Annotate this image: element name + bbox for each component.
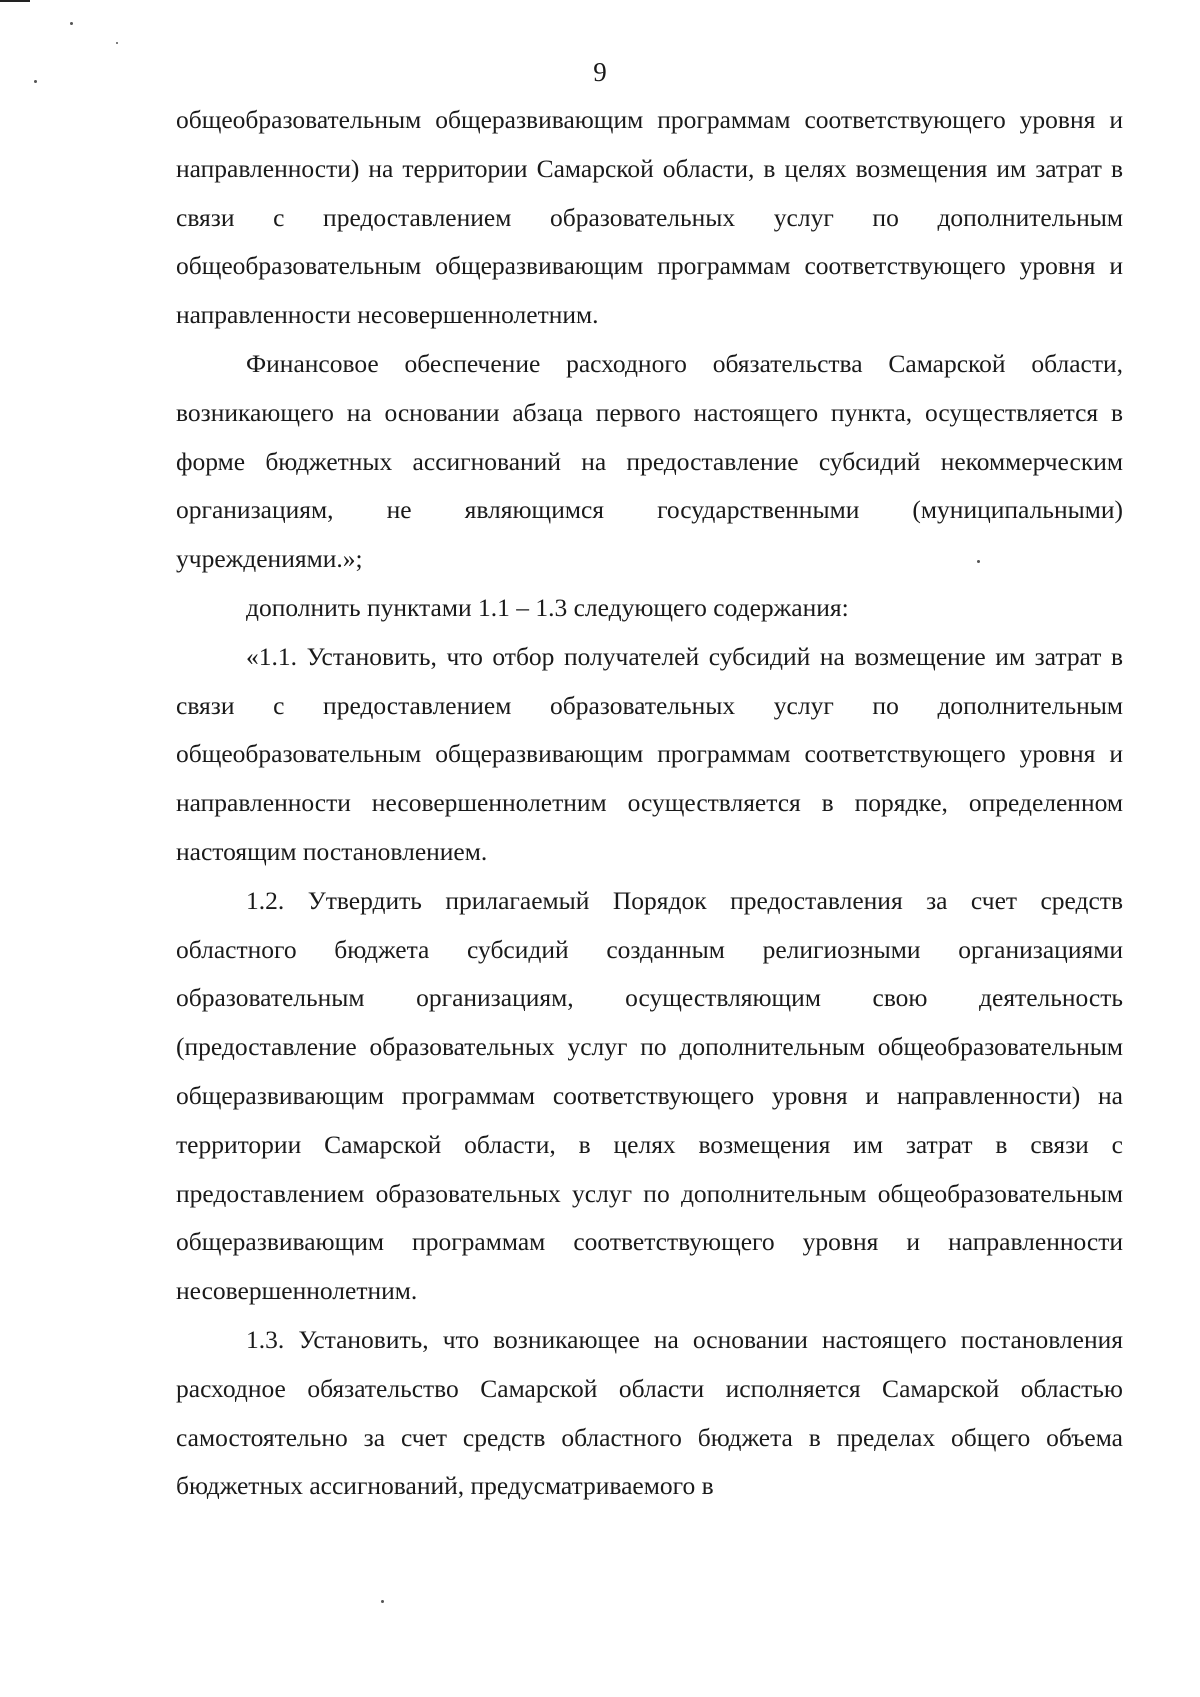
scan-speck: [116, 42, 118, 44]
paragraph-item-1-2: 1.2. Утвердить прилагаемый Порядок предоставления за счет средств областного бюджета субсидий созданным религиозными организациями образовательным организациям, осуществляющим свою деятельность (предоставление образовательных услуг по дополнительным общеобразовательным общеразвивающим программам соответствующего уровня и направленности) на территории Самарской области, в целях возмещения им затрат в связи с предоставлением образовательных услуг по дополнительным общеобразовательным общеразвивающим программам соответствующего уровня и направленности несовершеннолетним.: [176, 885, 1123, 1306]
paragraph-item-1-3: 1.3. Установить, что возникающее на основании настоящего постановления расходное обязательство Самарской области исполняется Самарской областью самостоятельно за счет средств областного бюджета в пределах общего объема бюджетных ассигнований, предусматриваемого в: [176, 1324, 1123, 1501]
paragraph-item-1-1: «1.1. Установить, что отбор получателей субсидий на возмещение им затрат в связи с предоставлением образовательных услуг по дополнительным общеобразовательным общеразвивающим программам соответствующего уровня и направленности несовершеннолетним осуществляется в порядке, определенном настоящим постановлением.: [176, 641, 1123, 866]
scan-speck: [381, 1600, 384, 1603]
scan-corner-mark: [0, 0, 30, 2]
paragraph-amendment-intro: дополнить пунктами 1.1 – 1.3 следующего содержания:: [246, 592, 849, 622]
paragraph-financial-provision: Финансовое обеспечение расходного обязательства Самарской области, возникающего на основании абзаца первого настоящего пункта, осуществляется в форме бюджетных ассигнований на предоставление субсидий некоммерческим организациям, не являющимся государственными (муниципальными) учреждениями.»;: [176, 348, 1123, 574]
page-number: 9: [593, 57, 607, 87]
document-body: [176, 96, 1123, 1511]
scan-speck: [70, 22, 73, 25]
paragraph-continuation: общеобразовательным общеразвивающим программам соответствующего уровня и направленности) на территории Самарской области, в целях возмещения им затрат в связи с предоставлением образовательных услуг по дополнительным общеобразовательным общеразвивающим программам соответствующего уровня и направленности несовершеннолетним.: [176, 105, 1123, 330]
